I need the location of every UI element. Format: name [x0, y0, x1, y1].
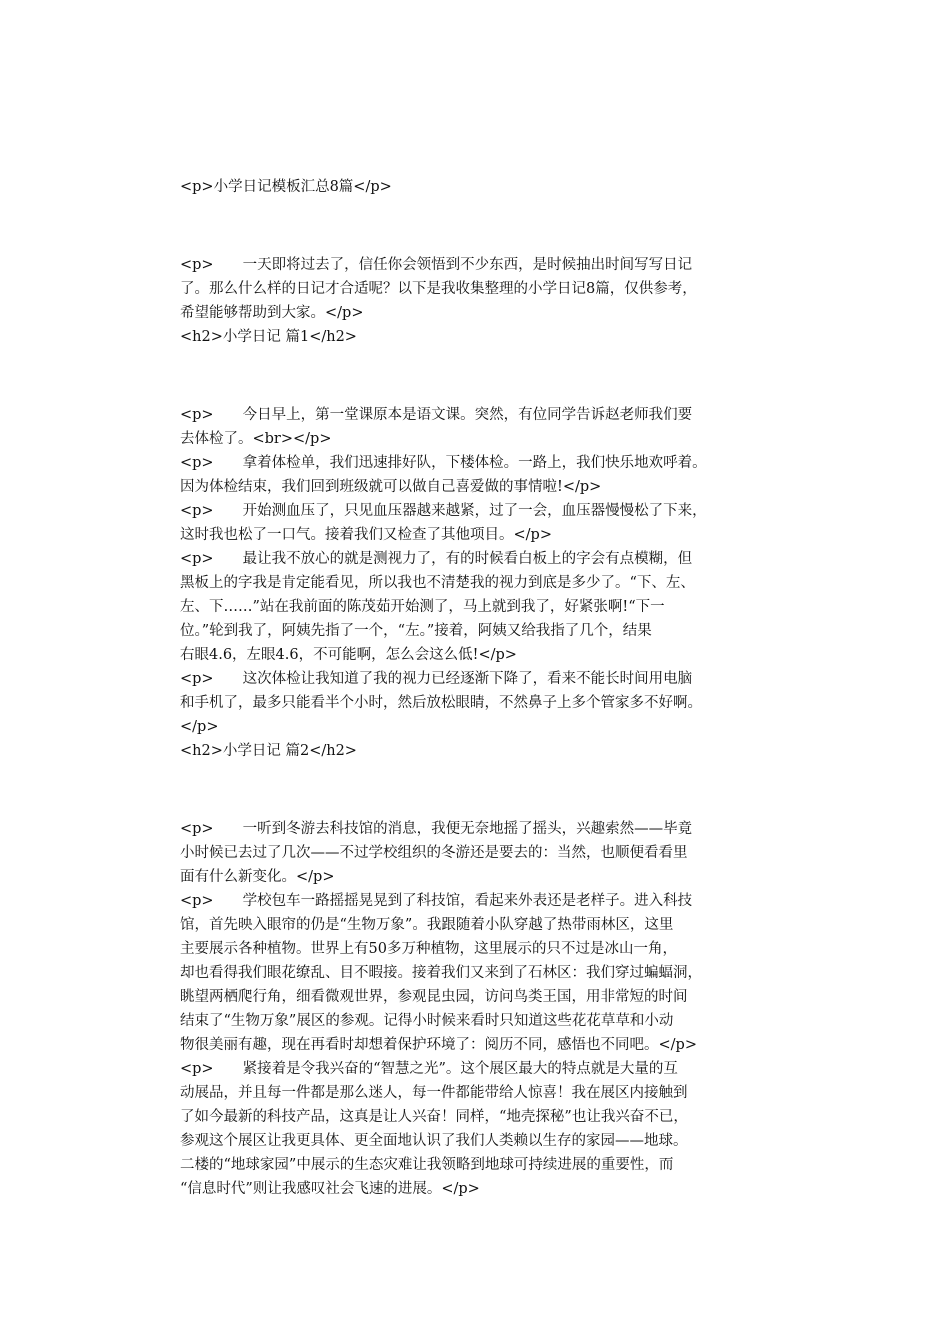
- text-line: 馆，首先映入眼帘的仍是“生物万象”。我跟随着小队穿越了热带雨林区，这里: [180, 917, 674, 933]
- doc-title-line: <p>小学日记模板汇总8篇</p>: [180, 179, 392, 195]
- text-line: 动展品，并且每一件都是那么迷人，每一件都能带给人惊喜！我在展区内接触到: [180, 1085, 688, 1101]
- text-line: “信息时代”则让我感叹社会飞速的进展。</p>: [180, 1181, 480, 1197]
- text-line: 结束了“生物万象”展区的参观。记得小时候来看时只知道这些花花草草和小动: [180, 1013, 674, 1029]
- text-line: 左、下……”站在我前面的陈茂茹开始测了，马上就到我了，好紧张啊!“下一: [180, 599, 665, 615]
- text-line: 希望能够帮助到大家。</p>: [180, 305, 364, 321]
- text-line: 去体检了。<br></p>: [180, 431, 332, 447]
- text-line: <p> 这次体检让我知道了我的视力已经逐渐下降了，看来不能长时间用电脑: [180, 671, 693, 687]
- text-line: <p> 开始测血压了，只见血压器越来越紧，过了一会，血压器慢慢松了下来，: [180, 503, 707, 519]
- text-line: 了。那么什么样的日记才合适呢？以下是我收集整理的小学日记8篇，仅供参考，: [180, 281, 697, 297]
- text-line: 主要展示各种植物。世界上有50多万种植物，这里展示的只不过是冰山一角，: [180, 941, 677, 957]
- text-line: 了如今最新的科技产品，这真是让人兴奋！同样，“地壳探秘”也让我兴奋不已，: [180, 1109, 688, 1125]
- text-line: 和手机了，最多只能看半个小时，然后放松眼睛，不然鼻子上多个管家多不好啊。: [180, 695, 702, 711]
- text-line: 参观这个展区让我更具体、更全面地认识了我们人类赖以生存的家园——地球。: [180, 1133, 688, 1149]
- text-line: 却也看得我们眼花缭乱、目不暇接。接着我们又来到了石林区：我们穿过蝙蝠洞，: [180, 965, 702, 981]
- text-line: 面有什么新变化。</p>: [180, 869, 335, 885]
- text-line: <p> 一天即将过去了，信任你会领悟到不少东西，是时候抽出时间写写日记: [180, 257, 693, 273]
- text-line: <p> 紧接着是令我兴奋的“智慧之光”。这个展区最大的特点就是大量的互: [180, 1061, 678, 1077]
- section-heading-line: <h2>小学日记 篇1</h2>: [180, 329, 357, 345]
- text-line: <p> 一听到冬游去科技馆的消息，我便无奈地摇了摇头，兴趣索然——毕竟: [180, 821, 693, 837]
- text-line: <p> 拿着体检单，我们迅速排好队，下楼体检。一路上，我们快乐地欢呼着。: [180, 455, 707, 471]
- text-line: 眺望两栖爬行角，细看微观世界，参观昆虫园，访问鸟类王国，用非常短的时间: [180, 989, 688, 1005]
- text-line: <p> 今日早上，第一堂课原本是语文课。突然，有位同学告诉赵老师我们要: [180, 407, 693, 423]
- text-line: </p>: [180, 719, 219, 735]
- text-line: <p> 最让我不放心的就是测视力了，有的时候看白板上的字会有点模糊，但: [180, 551, 693, 567]
- text-line: 位。”轮到我了，阿姨先指了一个，“左。”接着，阿姨又给我指了几个，结果: [180, 623, 652, 639]
- text-line: 物很美丽有趣，现在再看时却想着保护环境了：阅历不同，感悟也不同吧。</p>: [180, 1037, 697, 1053]
- text-line: <p> 学校包车一路摇摇晃晃到了科技馆，看起来外表还是老样子。进入科技: [180, 893, 693, 909]
- section-heading-line: <h2>小学日记 篇2</h2>: [180, 743, 357, 759]
- text-line: 这时我也松了一口气。接着我们又检查了其他项目。</p>: [180, 527, 552, 543]
- text-line: 右眼4.6，左眼4.6，不可能啊，怎么会这么低!</p>: [180, 647, 517, 663]
- text-line: 黑板上的字我是肯定能看见，所以我也不清楚我的视力到底是多少了。“下、左、: [180, 575, 695, 591]
- text-line: 小时候已去过了几次——不过学校组织的冬游还是要去的：当然，也顺便看看里: [180, 845, 688, 861]
- text-line: 二楼的“地球家园”中展示的生态灾难让我领略到地球可持续进展的重要性，而: [180, 1157, 674, 1173]
- text-line: 因为体检结束，我们回到班级就可以做自己喜爱做的事情啦!</p>: [180, 479, 602, 495]
